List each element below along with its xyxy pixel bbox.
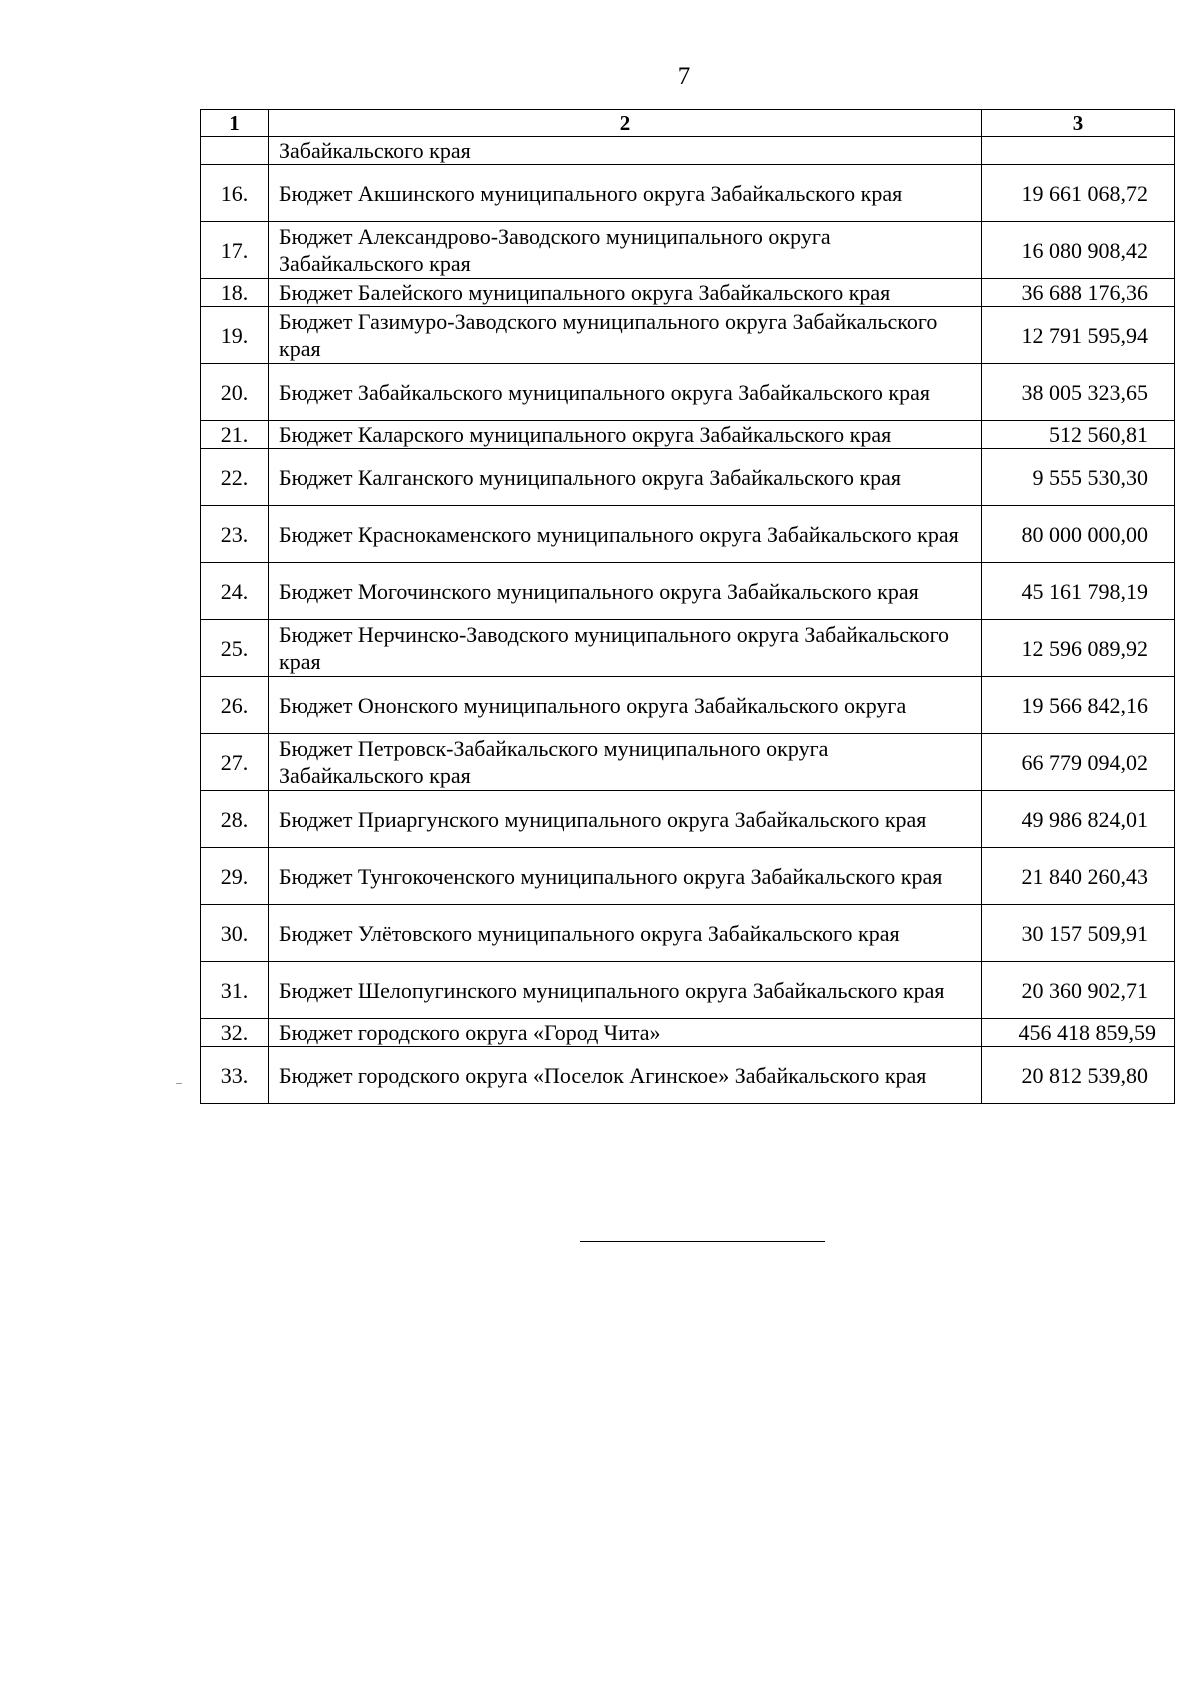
table-row — [201, 620, 1175, 677]
row-name-cell: Бюджет Шелопугинского муниципального округа Забайкальского края — [269, 962, 982, 1019]
row-number-cell: 17. — [201, 222, 269, 279]
table-row — [201, 421, 1175, 449]
row-number-cell: 29. — [201, 848, 269, 905]
row-name-cell: Бюджет Ононского муниципального округа Забайкальского округа — [269, 677, 982, 734]
header-col-number: 1 — [201, 110, 269, 137]
row-amount-cell: 12 791 595,94 — [982, 307, 1175, 364]
page-number: 7 — [677, 63, 691, 90]
row-number-cell: 20. — [201, 364, 269, 421]
row-number-cell: 28. — [201, 791, 269, 848]
table-row — [201, 905, 1175, 962]
row-number-cell: 33. — [201, 1047, 269, 1104]
row-number-cell: 27. — [201, 734, 269, 791]
row-name-cell: Бюджет Забайкальского муниципального округа Забайкальского края — [269, 364, 982, 421]
row-amount-cell: 45 161 798,19 — [982, 563, 1175, 620]
row-number-cell: 21. — [201, 421, 269, 449]
row-name-cell: Бюджет Краснокаменского муниципального округа Забайкальского края — [269, 506, 982, 563]
table-row — [201, 677, 1175, 734]
row-name-cell: Бюджет Калганского муниципального округа Забайкальского края — [269, 449, 982, 506]
table-row — [201, 165, 1175, 222]
budget-allocation-table — [200, 109, 1175, 1104]
closing-rule — [580, 1241, 825, 1242]
table-row — [201, 1047, 1175, 1104]
table-row — [201, 791, 1175, 848]
row-name-cell: Бюджет Тунгокоченского муниципального округа Забайкальского края — [269, 848, 982, 905]
row-amount-cell: 21 840 260,43 — [982, 848, 1175, 905]
row-amount-cell: 38 005 323,65 — [982, 364, 1175, 421]
row-name-cell: Бюджет Балейского муниципального округа Забайкальского края — [269, 279, 982, 307]
budget-allocation-table-container — [200, 109, 1174, 1104]
table-row — [201, 279, 1175, 307]
row-number-cell: 24. — [201, 563, 269, 620]
row-amount-cell: 19 661 068,72 — [982, 165, 1175, 222]
row-number-cell: 23. — [201, 506, 269, 563]
row-amount-cell: 20 360 902,71 — [982, 962, 1175, 1019]
row-amount-cell: 19 566 842,16 — [982, 677, 1175, 734]
row-amount-cell: 80 000 000,00 — [982, 506, 1175, 563]
row-name-cell: Бюджет Приаргунского муниципального округа Забайкальского края — [269, 791, 982, 848]
row-number-cell: 19. — [201, 307, 269, 364]
row-number-cell: 31. — [201, 962, 269, 1019]
table-row-continuation — [201, 137, 1175, 165]
row-number-cell: 16. — [201, 165, 269, 222]
header-col-name: 2 — [269, 110, 982, 137]
row-name-cell: Бюджет Каларского муниципального округа Забайкальского края — [269, 421, 982, 449]
row-amount-cell: 456 418 859,59 — [982, 1019, 1175, 1047]
row-name-cell: Бюджет Могочинского муниципального округа Забайкальского края — [269, 563, 982, 620]
row-amount-cell: 36 688 176,36 — [982, 279, 1175, 307]
row-name-cell: Бюджет городского округа «Город Чита» — [269, 1019, 982, 1047]
table-row — [201, 364, 1175, 421]
row-number-cell: 22. — [201, 449, 269, 506]
row-amount-cell: 66 779 094,02 — [982, 734, 1175, 791]
row-name-cell: Бюджет Улётовского муниципального округа Забайкальского края — [269, 905, 982, 962]
row-name-cell: Бюджет Нерчинско-Заводского муниципального округа Забайкальского края — [269, 620, 982, 677]
table-row — [201, 563, 1175, 620]
table-row — [201, 506, 1175, 563]
row-number-cell: 32. — [201, 1019, 269, 1047]
row-number-cell: 18. — [201, 279, 269, 307]
row-amount-cell — [982, 137, 1175, 165]
row-amount-cell: 30 157 509,91 — [982, 905, 1175, 962]
row-amount-cell: 12 596 089,92 — [982, 620, 1175, 677]
row-name-cell: Бюджет Акшинского муниципального округа Забайкальского края — [269, 165, 982, 222]
table-row — [201, 848, 1175, 905]
row-amount-cell: 512 560,81 — [982, 421, 1175, 449]
row-name-cell: Бюджет Александрово-Заводского муниципального округа Забайкальского края — [269, 222, 982, 279]
scan-artifact-mark — [176, 1083, 182, 1084]
row-name-cell: Забайкальского края — [269, 137, 982, 165]
row-number-cell: 30. — [201, 905, 269, 962]
row-number-cell: 25. — [201, 620, 269, 677]
table-row — [201, 222, 1175, 279]
row-number-cell — [201, 137, 269, 165]
header-col-amount: 3 — [982, 110, 1175, 137]
row-amount-cell: 20 812 539,80 — [982, 1047, 1175, 1104]
table-row — [201, 307, 1175, 364]
table-header-row — [201, 110, 1175, 137]
row-name-cell: Бюджет Газимуро-Заводского муниципального округа Забайкальского края — [269, 307, 982, 364]
table-row — [201, 962, 1175, 1019]
table-row — [201, 449, 1175, 506]
row-amount-cell: 9 555 530,30 — [982, 449, 1175, 506]
row-amount-cell: 49 986 824,01 — [982, 791, 1175, 848]
row-name-cell: Бюджет городского округа «Поселок Агинское» Забайкальского края — [269, 1047, 982, 1104]
row-number-cell: 26. — [201, 677, 269, 734]
table-row — [201, 734, 1175, 791]
row-name-cell: Бюджет Петровск-Забайкальского муниципального округа Забайкальского края — [269, 734, 982, 791]
row-amount-cell: 16 080 908,42 — [982, 222, 1175, 279]
table-row — [201, 1019, 1175, 1047]
